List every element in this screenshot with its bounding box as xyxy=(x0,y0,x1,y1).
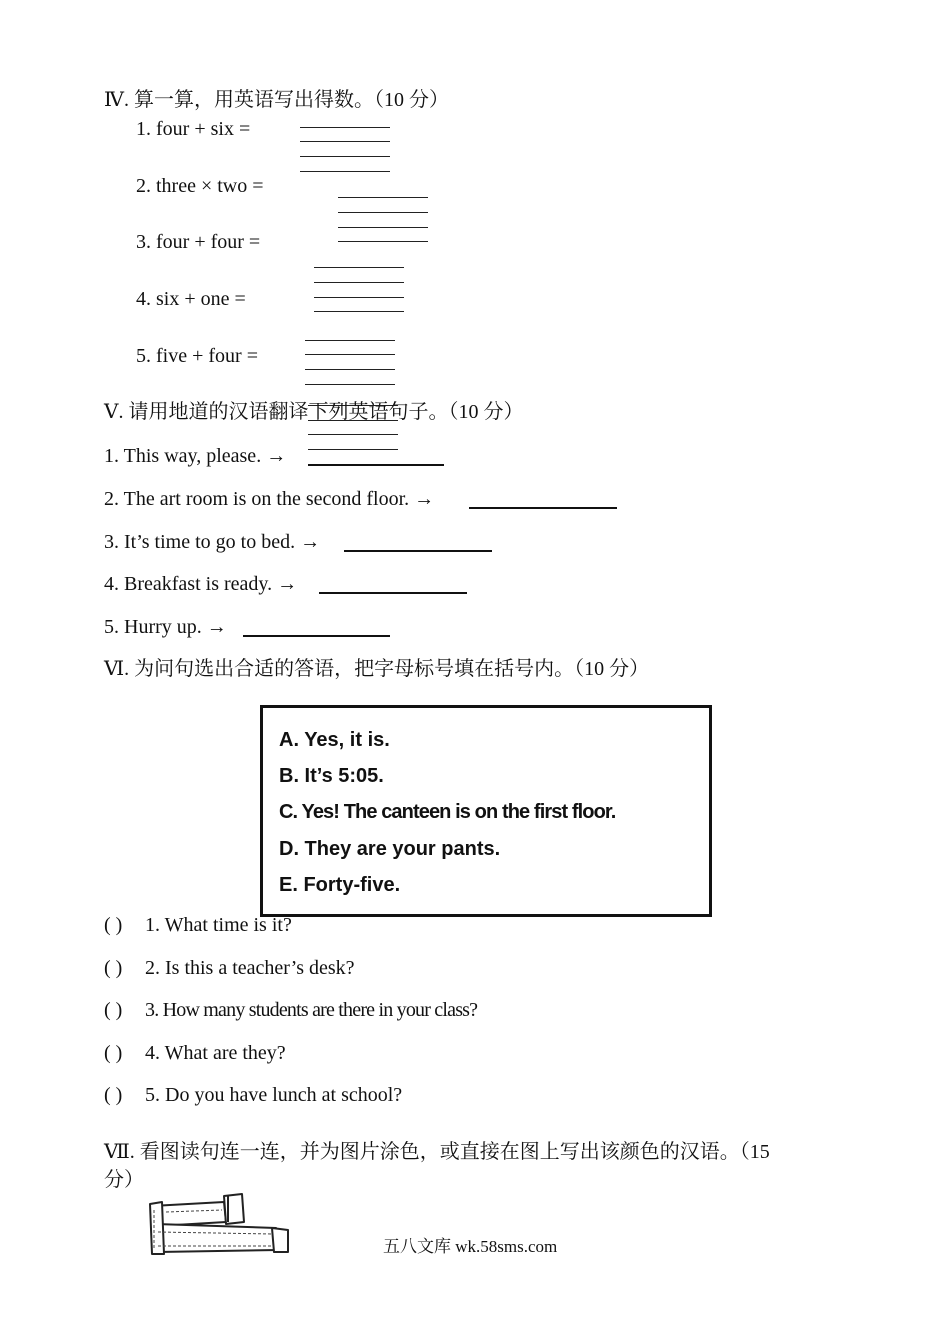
math-item-2: 2. three × two = xyxy=(136,175,264,197)
section-5-heading: Ⅴ. 请用地道的汉语翻译下列英语句子。（10 分） xyxy=(104,401,524,423)
question-1: 1. What time is it? xyxy=(145,914,292,936)
answer-blank-3[interactable] xyxy=(344,550,492,552)
question-4: 4. What are they? xyxy=(145,1042,286,1064)
option-a: A. Yes, it is. xyxy=(279,729,390,751)
translate-item-4: 4. Breakfast is ready. → xyxy=(104,573,298,595)
section-4-heading: Ⅳ. 算一算，用英语写出得数。（10 分） xyxy=(104,89,449,111)
question-2: 2. Is this a teacher’s desk? xyxy=(145,957,355,979)
option-d: D. They are your pants. xyxy=(279,838,501,860)
section-7-heading: Ⅶ. 看图读句连一连，并为图片涂色，或直接在图上写出该颜色的汉语。（15 xyxy=(104,1141,770,1163)
section-6-heading: Ⅵ. 为问句选出合适的答语，把字母标号填在括号内。（10 分） xyxy=(104,658,650,680)
answer-bracket-1[interactable]: ( ) xyxy=(104,914,123,936)
math-item-4: 4. six + one = xyxy=(136,288,246,310)
translate-item-5: 5. Hurry up. → xyxy=(104,616,227,638)
answer-bracket-2[interactable]: ( ) xyxy=(104,957,123,979)
option-e: E. Forty-five. xyxy=(279,874,401,896)
question-3: 3. How many students are there in your class? xyxy=(145,999,478,1021)
translate-item-1: 1. This way, please. → xyxy=(104,445,287,467)
answer-options-box xyxy=(260,705,712,917)
section-7-heading-cont: 分） xyxy=(104,1169,144,1191)
answer-blank-5[interactable] xyxy=(243,635,390,637)
translate-item-2: 2. The art room is on the second floor. → xyxy=(104,488,435,510)
answer-bracket-4[interactable]: ( ) xyxy=(104,1042,123,1064)
math-item-3: 3. four + four = xyxy=(136,231,261,253)
math-item-1: 1. four + six = xyxy=(136,118,251,140)
answer-bracket-3[interactable]: ( ) xyxy=(104,999,123,1021)
option-b: B. It’s 5:05. xyxy=(279,765,384,787)
question-5: 5. Do you have lunch at school? xyxy=(145,1084,403,1106)
math-item-5: 5. five + four = xyxy=(136,345,258,367)
watermark: 五八文库 wk.58sms.com xyxy=(383,1237,558,1256)
translate-item-3: 3. It’s time to go to bed. → xyxy=(104,531,321,553)
answer-blank-4[interactable] xyxy=(319,592,467,594)
pants-drawing[interactable] xyxy=(146,1192,292,1258)
answer-blank-2[interactable] xyxy=(469,507,617,509)
option-c: C. Yes! The canteen is on the first floor. xyxy=(279,801,616,823)
answer-blank-1[interactable] xyxy=(308,464,444,466)
answer-bracket-5[interactable]: ( ) xyxy=(104,1084,123,1106)
